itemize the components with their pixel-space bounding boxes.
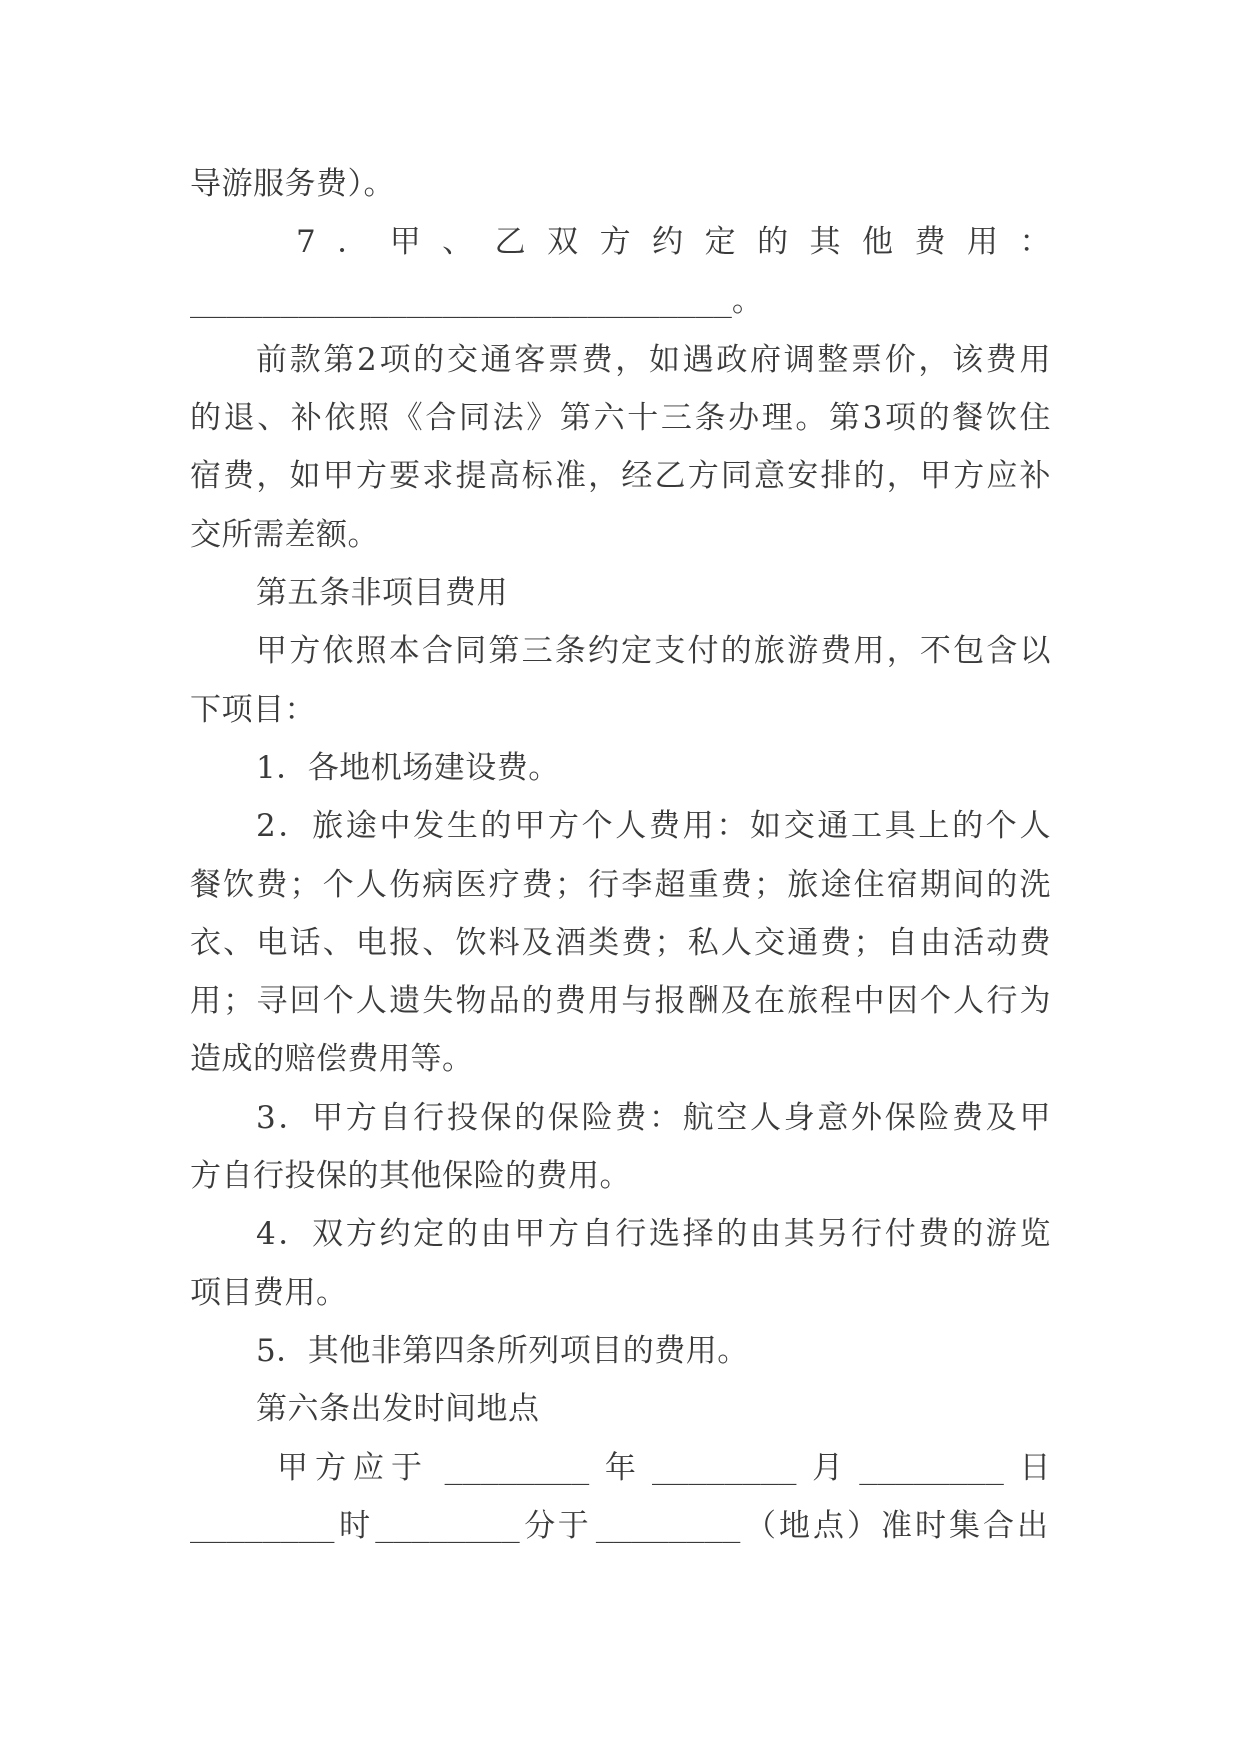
- hour-label: 时: [339, 1507, 371, 1544]
- article-5-heading: 第五条非项目费用: [256, 575, 508, 612]
- article-5-item-2-line: 用；寻回个人遗失物品的费用与报酬及在旅程中因个人行为: [190, 983, 1051, 1020]
- clause-7-end-mark: 。: [731, 282, 764, 319]
- article-5-item-2-line: 衣、电话、电报、饮料及酒类费；私人交通费；自由活动费: [190, 924, 1051, 961]
- assembly-line-2: [190, 1497, 1051, 1555]
- day-blank: ________: [859, 1450, 1004, 1486]
- article-5-intro-line: 下项目：: [190, 691, 316, 728]
- article-5-item-3-line: 方自行投保的其他保险的费用。: [190, 1158, 631, 1195]
- day-label: 日: [1019, 1449, 1051, 1486]
- article-5-item-4-line: 4．双方约定的由甲方自行选择的由其另行付费的游览: [256, 1216, 1051, 1253]
- article-6-heading: 第六条出发时间地点: [256, 1391, 540, 1428]
- year-blank: ________: [444, 1450, 590, 1486]
- year-label: 年: [604, 1449, 637, 1486]
- month-blank: ________: [651, 1450, 797, 1486]
- clause-7-line: 7．甲、乙双方约定的其他费用：: [296, 224, 1051, 261]
- hour-blank: ________: [190, 1508, 335, 1544]
- article-5-item-4-line: 项目费用。: [190, 1274, 348, 1311]
- minute-at-label: 分于: [524, 1507, 592, 1544]
- ticket-note-line: 前款第2项的交通客票费，如遇政府调整票价，该费用: [256, 341, 1051, 378]
- article-5-item-5: 5．其他非第四条所列项目的费用。: [256, 1332, 749, 1369]
- article-5-item-1: 1．各地机场建设费。: [256, 749, 560, 786]
- minute-blank: ________: [375, 1508, 520, 1544]
- assembly-line-1: [190, 1439, 1051, 1497]
- ticket-note-line: 交所需差额。: [190, 516, 379, 553]
- article-5-item-2-line: 造成的赔偿费用等。: [190, 1041, 474, 1078]
- article-5-item-2-line: 餐饮费；个人伤病医疗费；行李超重费；旅途住宿期间的洗: [190, 866, 1051, 903]
- month-label: 月: [812, 1449, 844, 1486]
- article-5-item-2-line: 2．旅途中发生的甲方个人费用：如交通工具上的个人: [256, 808, 1051, 845]
- ticket-note-line: 宿费，如甲方要求提高标准，经乙方同意安排的，甲方应补: [190, 458, 1051, 495]
- clause-7-blank: ______________________________: [190, 283, 732, 319]
- place-blank: ________: [595, 1508, 741, 1544]
- assembly-tail-text: （地点）准时集合出: [744, 1507, 1051, 1544]
- ticket-note-line: 的退、补依照《合同法》第六十三条办理。第3项的餐饮住: [190, 400, 1051, 437]
- continuation-line: 导游服务费）。: [190, 166, 395, 202]
- article-5-intro-line: 甲方依照本合同第三条约定支付的旅游费用，不包含以: [256, 633, 1051, 670]
- assembly-lead-text: 甲方应于: [277, 1449, 429, 1486]
- clause-7-blank-line: [190, 272, 1051, 331]
- article-5-item-3-line: 3．甲方自行投保的保险费：航空人身意外保险费及甲: [256, 1099, 1051, 1136]
